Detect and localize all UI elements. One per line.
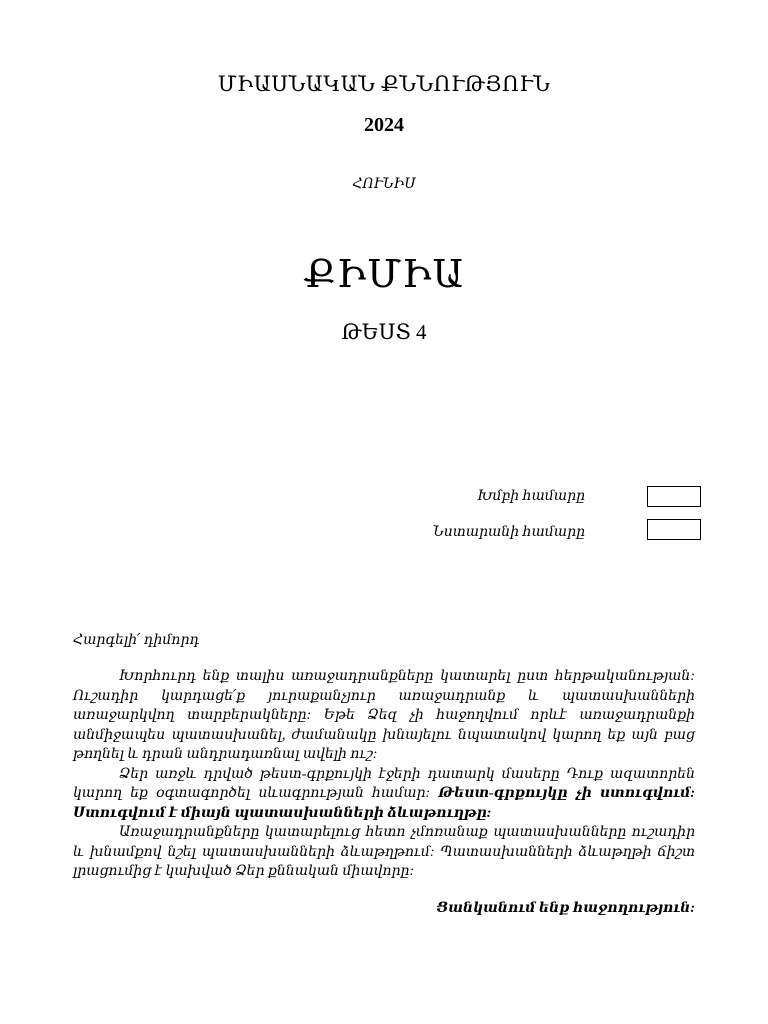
seat-number-label: Նստարանի համարը (432, 525, 585, 540)
group-number-box[interactable] (647, 486, 701, 507)
group-number-label: Խմբի համարը (477, 489, 585, 504)
subject-title: ՔԻՄԻԱ (303, 254, 465, 296)
instruction-paragraph-3: Առաջադրանքները կատարելուց հետո չմոռանաք պատասխանները ուշադիր և խնամքով նշել պատասխանների ձևաթղթում: Պատասխանների ձևաթղթի ճիշտ լրացումից է կախված Ձեր քննական միավորը: (73, 825, 695, 879)
good-luck-text: Ցանկանում ենք հաջողություն: (436, 901, 695, 916)
instructions (73, 667, 695, 882)
instruction-paragraph-2 (73, 765, 695, 824)
exam-title: ՄԻԱՍՆԱԿԱՆ ՔՆՆՈՒԹՅՈՒՆ (217, 72, 551, 96)
instruction-paragraph-2-text: Ձեր առջև դրված թեստ-գրքույկի էջերի դատարկ մասերը Դուք ազատորեն կարող եք օգտագործել սևագրության համար: (73, 766, 695, 801)
instruction-paragraph-1: Խորհուրդ ենք տալիս առաջադրանքները կատարել ըստ հերթականության: Ուշադիր կարդացե՛ք յուրաքանչյուր առաջադրանք և պատասխանների առաջարկվող տարբերակները: Եթե Ձեզ չի հաջողվում որևէ առաջադրանքի անմիջապես պատասխանել, ժամանակը խնայելու նպատակով կարող եք այն բաց թողնել և դրան անդրադառնալ ավելի ուշ: (73, 669, 695, 762)
exam-month: ՀՈՒՆԻՍ (352, 177, 416, 192)
notice-heading: Հարգելի՛ դիմորդ (73, 633, 200, 648)
exam-year: 2024 (364, 114, 404, 136)
test-variant: ԹԵՍՏ 4 (341, 320, 427, 344)
instruction-paragraph-2-emphasis: Թեստ-գրքույկը չի ստուգվում: Ստուգվում է միայն պատասխանների ձևաթուղթը: (73, 786, 695, 821)
seat-number-box[interactable] (647, 519, 701, 540)
